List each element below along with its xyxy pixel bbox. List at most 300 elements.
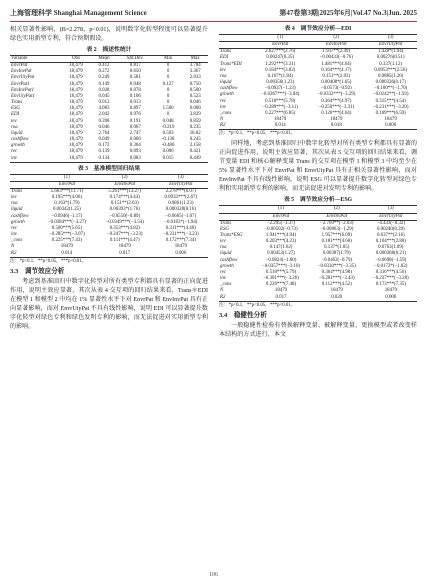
table-cell: 0.226***(7.48) — [265, 282, 297, 288]
table-cell: 0.014 — [38, 251, 96, 258]
table-cell: 0.169***(6.59) — [375, 110, 406, 116]
table-cell: −0.237***(−3.28) — [372, 276, 409, 282]
table-cell: 0.195***(4.06) — [51, 195, 82, 201]
row-label: EDI — [11, 112, 20, 118]
row-label: liquid — [11, 130, 23, 136]
row-label: inv — [10, 156, 61, 163]
table-cell: 2.627***(2.76) — [265, 49, 296, 55]
column-header — [219, 42, 252, 49]
table-cell: −0.0946(−1.17) — [51, 213, 83, 219]
table-cell: 0.083 — [117, 156, 154, 163]
row-label: rec — [220, 269, 227, 275]
table-cell: 0.0861(1.23) — [168, 201, 194, 207]
table-row — [10, 188, 208, 195]
row-label: EnvrUtyPat — [11, 75, 35, 81]
table-cell: 0.104***(2.80) — [375, 239, 406, 245]
row-label: cashflow — [220, 257, 238, 263]
table-cell: 1.292***(3.31) — [265, 61, 296, 67]
table-cell: 1.428*(1.94) — [378, 49, 404, 55]
row-label: inv — [11, 232, 17, 238]
table-cell: 0 — [166, 87, 170, 93]
table-cell: −0.231***(−3.23) — [162, 232, 199, 238]
table-cell: 0.00240(0.39) — [376, 226, 405, 232]
row-label: R2 — [219, 295, 253, 302]
row-label: EnvrPat — [11, 63, 28, 69]
table-cell: −0.0357***(−3.10) — [261, 263, 301, 269]
table-cell: 0.137*(1.85) — [324, 245, 350, 251]
table-cell: 18,479 — [69, 118, 83, 124]
row-label: N — [220, 117, 224, 123]
table5-caption: 表 5 调节效应分析—ESG — [283, 197, 353, 204]
table-row — [10, 63, 208, 70]
table-cell: 3.784 — [189, 63, 201, 69]
table-cell: 0 — [166, 112, 170, 118]
table4-caption: 表 4 调节效应分析—EDI — [284, 26, 352, 32]
table-cell: 18479 — [330, 117, 343, 123]
table-cell: 0.412 — [98, 63, 110, 69]
row-label: _cons — [220, 110, 232, 116]
table-cell: 0.174***(4.43) — [109, 195, 140, 201]
table-cell: 0.364 — [129, 143, 141, 149]
row-label: Trans — [220, 49, 232, 55]
row-label: Trans — [11, 100, 23, 106]
table-row — [10, 251, 208, 258]
table-cell: 0.225***(7.43) — [51, 238, 82, 244]
table-cell: 0.048 — [162, 118, 174, 124]
table-cell: 0 — [166, 100, 170, 106]
table-cell: 0.421 — [189, 149, 201, 155]
table-cell: 4.083 — [98, 106, 110, 112]
row-label: lev — [220, 67, 226, 73]
row-label: R2 — [10, 251, 38, 258]
table-cell: 0.126***(4.64) — [321, 110, 352, 116]
table-cell: 0.398 — [98, 118, 110, 124]
table-cell: 3.829 — [189, 112, 201, 118]
table-cell: 0.006 — [154, 251, 208, 258]
row-label: roa — [11, 124, 18, 130]
table-cell: 0.048 — [129, 81, 141, 87]
table-cell: 18479 — [118, 244, 131, 250]
baseline-regression-table — [10, 174, 208, 258]
column-header: Variable — [10, 56, 61, 63]
row-label: _cons — [220, 282, 232, 288]
table-cell: −0.0330***(−3.35) — [317, 263, 356, 269]
table-cell: 18,479 — [69, 93, 83, 99]
table-cell: 0.078 — [129, 87, 141, 93]
table-cell: −0.301***(−3.26) — [263, 276, 299, 282]
table-cell: 0.106 — [129, 93, 141, 99]
column-header: EnvInvPat — [309, 213, 365, 220]
row-label: cashflow — [11, 137, 29, 143]
table-cell: −0.0937(−1.23) — [264, 86, 296, 92]
column-header — [10, 181, 38, 188]
table-cell: 0.127 — [162, 81, 174, 87]
table-cell: 0.000328(0.16) — [165, 207, 196, 213]
table-cell: 0.272 — [98, 69, 110, 75]
table-cell: 0.500 — [189, 87, 201, 93]
row-label: liquid — [220, 80, 232, 86]
column-header: EnvrUtyPat — [364, 42, 417, 49]
table-cell: 0.245 — [189, 137, 201, 143]
row-label: rec — [11, 149, 18, 155]
model-number-header: (1) — [252, 35, 308, 42]
table-cell: 0.00342(1.25) — [53, 207, 81, 213]
table-cell: −2.295(−1.37) — [266, 220, 296, 226]
model-number-header: (3) — [365, 206, 417, 213]
table-cell: 0.015 — [154, 156, 183, 163]
table-cell: 0.00276(0.51) — [376, 55, 405, 61]
table-cell: 2.747 — [129, 130, 141, 136]
table-cell: 0.00247(0.35) — [266, 55, 295, 61]
table-row — [219, 49, 417, 56]
table-cell: −0.0367***(−3.04) — [261, 92, 300, 98]
table-cell: −0.0573(−0.92) — [320, 86, 352, 92]
table-cell: 0.018 — [308, 123, 364, 130]
table-cell: 0.172***(7.34) — [165, 238, 196, 244]
table-cell: 2.764 — [98, 130, 110, 136]
row-label: lev — [220, 239, 226, 245]
table-cell: 0.013 — [98, 100, 110, 106]
table-cell: 0.203***(4.23) — [265, 239, 297, 245]
table-cell: −4.433(−0.32) — [376, 220, 405, 226]
section-3-4-paragraph: 一般稳健性检验有替换解释变量、被解释变量、更换模型或者改变样本结构的方式进行，本文 — [219, 322, 417, 338]
esg-moderation-table — [219, 205, 417, 301]
table-cell: 0.0885(1.26) — [378, 73, 404, 79]
table3-note: 注：*p<0.1，**p<0.05，***p<0.01。 — [10, 258, 87, 264]
table-row — [10, 156, 208, 163]
table-cell: 0.0763(1.09) — [378, 245, 404, 251]
table-cell: 18479 — [174, 244, 187, 250]
row-label: N — [220, 288, 224, 294]
table-cell: 0.817 — [129, 63, 141, 69]
table-cell: −0.0665(−1.07) — [165, 213, 197, 219]
column-header: EnvrPat — [253, 213, 309, 220]
table-cell: 0.311***(4.40) — [165, 225, 196, 231]
table-cell: 1.937**(2.49) — [322, 49, 351, 55]
table-cell: 0.006 — [365, 295, 417, 302]
table-cell: 0 — [166, 93, 170, 99]
table-cell: 0.112***(4.52) — [321, 282, 352, 288]
table-cell: 0.172 — [98, 143, 110, 149]
table-cell: 18,479 — [69, 63, 83, 69]
table-cell: 18479 — [60, 244, 73, 250]
table-cell: 0.028 — [98, 87, 110, 93]
table-cell: 18,479 — [69, 106, 83, 112]
table-cell: 0.500***(5.65) — [51, 225, 82, 231]
table-cell: 0.316***(4.56) — [375, 269, 406, 275]
column-header: Obs — [61, 56, 91, 63]
table-cell: 0.364***(4.97) — [321, 98, 352, 104]
model-number-header: (3) — [364, 35, 417, 42]
column-header: EnvInvPat — [96, 181, 154, 188]
group-header-blank — [10, 174, 38, 181]
table-cell: 0.017 — [96, 251, 154, 258]
table-cell: 0.235 — [189, 124, 201, 130]
table3-caption: 表 3 基准模型回归结果 — [77, 165, 141, 172]
table-cell: 0 — [166, 63, 170, 69]
column-header: Mean — [91, 56, 117, 63]
table-cell: 6.000 — [189, 106, 201, 112]
table-cell: −0.0183*(−1.94) — [164, 219, 198, 225]
table-cell: 0.191 — [129, 118, 141, 124]
model-number-header: (1) — [38, 174, 96, 181]
row-label: R2 — [219, 123, 252, 130]
page-number: 106 — [209, 572, 218, 578]
descriptive-stats-table — [10, 55, 208, 163]
row-label: roa — [11, 201, 18, 207]
table-cell: 0.006 — [364, 123, 417, 130]
group-header-blank — [219, 206, 253, 213]
table-cell: 0.449 — [182, 156, 208, 163]
table-cell: −0.0550(−0.89) — [109, 213, 141, 219]
section-3-4-heading: 3.4 稳健性分析 — [219, 311, 267, 319]
model-number-header: (3) — [154, 174, 208, 181]
table-cell: 0.518***(5.79) — [265, 269, 297, 275]
table-cell: 2.042 — [98, 112, 110, 118]
column-header: EnvInvPat — [308, 42, 364, 49]
column-header: Min — [154, 56, 183, 63]
table-cell: 0.046 — [189, 100, 201, 106]
row-label: N — [11, 244, 15, 250]
issue-info: 第47卷第3期|2025年6月|Vol.47 No.3|Jun. 2025 — [279, 9, 417, 17]
table-cell: 0.151**(2.03) — [110, 201, 139, 207]
table-cell: 0.013 — [129, 100, 141, 106]
model-number-header: (2) — [309, 206, 365, 213]
edi-moderation-table — [219, 34, 417, 130]
row-label: inv — [220, 104, 226, 110]
row-label: Trans — [220, 220, 232, 226]
table-cell: 18,479 — [69, 75, 83, 81]
row-label: EnvrPat1 — [11, 81, 30, 87]
table-cell: −0.231***(−3.20) — [372, 104, 409, 110]
table-cell: 18,479 — [69, 124, 83, 130]
table-cell: -0.138 — [161, 137, 175, 143]
row-label: EDI — [220, 55, 229, 61]
model-number-header: (1) — [253, 206, 309, 213]
table-cell: −0.0242**(−1.93) — [372, 92, 409, 98]
table-cell: 18479 — [274, 288, 288, 294]
table-cell: 0.014 — [252, 123, 308, 130]
table-cell: −2.769**(−2.03) — [320, 220, 354, 226]
table-cell: 0.149 — [98, 81, 110, 87]
table-cell: 0.0953***(2.56) — [374, 67, 407, 73]
row-label: growth — [11, 219, 25, 225]
table-cell: 18,479 — [69, 149, 83, 155]
table-cell: 5.663***(11.71) — [50, 188, 84, 194]
row-label: lev — [11, 118, 17, 124]
table-cell: 0.227***(6.85) — [265, 110, 296, 116]
table-cell: 0.067 — [129, 124, 141, 130]
left-column — [10, 26, 208, 332]
table-cell: −0.285***(−3.07) — [49, 232, 85, 238]
table-cell: −0.0384***(−3.27) — [47, 219, 86, 225]
table-cell: 1.500 — [162, 106, 174, 112]
row-label: cashflow — [11, 213, 29, 219]
table-cell: −0.100**(−1.70) — [374, 86, 408, 92]
table-cell: 18,479 — [69, 100, 83, 106]
table-cell: 0.000336(0.17) — [375, 80, 406, 86]
running-header — [10, 8, 417, 20]
row-label: growth — [220, 263, 234, 269]
table-cell: 0.581 — [129, 75, 141, 81]
table-cell: 0.173***(7.35) — [375, 282, 406, 288]
column-header: EnvrPat — [252, 42, 308, 49]
table-cell: 0.637**(2.16) — [376, 232, 405, 238]
column-header: EnvrPat — [38, 181, 96, 188]
table-cell: −0.00433(−0.76) — [319, 55, 353, 61]
table-row — [219, 295, 417, 302]
table-cell: −0.0349***(−3.54) — [105, 219, 144, 225]
row-label: EnvInvPat1 — [11, 87, 35, 93]
table-cell: 0.184***(3.82) — [265, 67, 296, 73]
table-cell: 0.00453(1.27) — [267, 251, 295, 257]
table-row — [219, 220, 417, 227]
row-label: lev — [11, 195, 17, 201]
table-cell: 0.249 — [98, 75, 110, 81]
journal-name: 上海管理科学 Shanghai Management Science — [10, 9, 147, 17]
table-cell: 0.315***(4.54) — [375, 98, 406, 104]
table-cell: 18479 — [274, 117, 287, 123]
table-cell: 0.147(1.62) — [269, 245, 293, 251]
table-cell: 1.957***(6.09) — [321, 232, 352, 238]
table-cell: 3.367 — [189, 69, 201, 75]
table-cell: −0.0332***(−3.29) — [317, 92, 356, 98]
column-header: Max — [182, 56, 208, 63]
table-cell: 0.650 — [129, 69, 141, 75]
table-cell: 0.00408*(1.65) — [321, 80, 352, 86]
table-cell: 18.82 — [189, 130, 201, 136]
table-cell: 0.337(1.12) — [379, 61, 403, 67]
column-header: Std.Dev. — [117, 56, 154, 63]
table-cell: 18,479 — [69, 81, 83, 87]
row-label: liquid — [220, 251, 232, 257]
table-cell: 1.941***(4.94) — [265, 232, 297, 238]
table-cell: 18,479 — [69, 87, 83, 93]
table-cell: 0.364***(4.98) — [321, 269, 352, 275]
table-cell: 0.181***(4.60) — [321, 239, 352, 245]
table-cell: 0.093 — [129, 149, 141, 155]
table-cell: 0 — [166, 75, 170, 81]
row-label: Trans*EDI — [220, 61, 242, 67]
table-cell: 1.481***(4.64) — [321, 61, 352, 67]
section-3-3-heading: 3.3 调节效应分析 — [10, 267, 65, 275]
table-cell: −0.00863(−1.29) — [320, 226, 354, 232]
table-cell: 0.976 — [129, 112, 141, 118]
table-cell: 0.00393*(1.76) — [109, 207, 140, 213]
table-cell: 0.045 — [98, 93, 110, 99]
table-cell: 18,479 — [61, 156, 91, 163]
table4-note: 注：*p<0.1，**p<0.05，***p<0.01。 — [219, 131, 296, 137]
table-cell: 18,479 — [69, 130, 83, 136]
table-cell: 0.00356(1.23) — [266, 80, 295, 86]
row-label: rec — [11, 225, 18, 231]
table-cell: 2.278***(6.07) — [165, 188, 196, 194]
row-label: _cons — [11, 238, 23, 244]
moderation-paragraph: 同样地，考虑到基准回归中数字化转型对所有类型专利都具有显著的正向促进作用，说明主效应显著，其次从表 5 交互项的回归结果来看，调节变量 EDI 和核心解释变量 Trans 的交互项在模型 1 和模型 3 中均至少在 5% 显著性水平下对 EnvrPat 和 EnvrUtyPat 具有正相关显著性影响，而对 EnvInvPat 不具有线性影响，说明 ESG 可以显著提升数字化转型对绿色专利和实用新型专利的影响，而无法促进对发明专利的影响。 — [219, 141, 417, 193]
table-cell: −0.0698(−1.59) — [375, 257, 407, 263]
row-label: rec — [220, 98, 227, 104]
row-label: Trans — [11, 188, 23, 194]
table-cell: 18479 — [330, 288, 343, 294]
table-cell: −0.289***(−3.11) — [262, 104, 298, 110]
column-header: EnvrUtyPat — [154, 181, 208, 188]
table-cell: 18479 — [384, 117, 397, 123]
table-cell: -0.219 — [161, 124, 175, 130]
table-cell: 0.017 — [253, 295, 309, 302]
column-header — [219, 213, 253, 220]
section-3-3-paragraph: 考虑到基准回归中数字化转型对所有类型专利都具有显著的正向促进作用，说明主效应显著，其次从表 4 交互项的回归结果来看，Trans＊EDI 在模型 1 和模型 2 中均在 1% 显著性水平下对 EnvrPat 和 EnvInvPat 具有正向显著影响，而对 EnvrUtyPat 不具有线性影响，说明 EDI 可以显著提升数字化转型对绿色专利和绿色发明专利的影响，而无法促进对实用新型专利的影响。 — [10, 278, 208, 330]
table-cell: 0 — [166, 69, 170, 75]
table-cell: 18479 — [384, 288, 397, 294]
table-row — [219, 123, 417, 130]
table-cell: 18,479 — [69, 143, 83, 149]
intro-paragraph: 相关显著性影响，(B=2.278，p<0.01)，说明数字化转型程度可以显著提升绿色实用新型专利，符合预期假设。 — [10, 27, 208, 42]
table-cell: 0.134 — [91, 156, 117, 163]
column-header: EnvrUtyPat — [365, 213, 417, 220]
header-rule — [10, 21, 417, 22]
table-cell: 0.164***(4.17) — [321, 67, 352, 73]
table-cell: 0.503 — [162, 130, 174, 136]
table-cell: 2.158 — [189, 143, 201, 149]
row-label: ESG — [220, 226, 229, 232]
table-cell: 0.000368(0.21) — [375, 251, 406, 257]
table-cell: 0.897 — [129, 106, 141, 112]
row-label: liquid — [11, 207, 23, 213]
table-cell: 0.518***(5.78) — [265, 98, 296, 104]
row-label: growth — [220, 92, 234, 98]
table-cell: −0.0824(−1.00) — [265, 257, 297, 263]
row-label: EnvInvPat — [11, 69, 32, 75]
model-number-header: (2) — [308, 35, 364, 42]
table-cell: 18,479 — [69, 137, 83, 143]
table-cell: −0.0462(−0.79) — [321, 257, 353, 263]
table-cell: 0.167*(1.84) — [267, 73, 293, 79]
table-cell: 18,479 — [69, 69, 83, 75]
table-cell: −0.00502(−0.73) — [264, 226, 298, 232]
table-cell: 18,479 — [69, 112, 83, 118]
row-label: cashflow — [220, 86, 238, 92]
table-cell: 0.020 — [309, 295, 365, 302]
row-label: growth — [11, 143, 25, 149]
table-cell: 0.353***(4.82) — [109, 225, 140, 231]
table-cell: 0.139 — [98, 149, 110, 155]
table-cell: 0.049 — [98, 137, 110, 143]
table-cell: 2.833 — [189, 75, 201, 81]
table5-note: 注：*p<0.1，**p<0.05，***p<0.01。 — [219, 302, 296, 308]
table-cell: 0.0933***(2.67) — [164, 195, 198, 201]
table2-caption: 表 2 描述性统计 — [86, 47, 132, 53]
table-cell: 0.151**(2.03) — [322, 73, 351, 79]
table-cell: 0.000 — [162, 149, 174, 155]
row-label: roa — [220, 245, 227, 251]
table-cell: 0.523 — [189, 93, 201, 99]
table-cell: −0.250***(−3.31) — [318, 104, 355, 110]
table-cell: 0.111***(4.47) — [109, 238, 140, 244]
row-label: ESG — [11, 106, 20, 112]
table-cell: −0.0172*(−1.82) — [374, 263, 408, 269]
table-cell: 0.00387(1.79) — [322, 251, 351, 257]
table-cell: 0.066 — [129, 137, 141, 143]
table-cell: 0.750 — [189, 81, 201, 87]
row-label: Trans*ESG — [220, 232, 243, 238]
table-cell: −0.247***(−3.23) — [106, 232, 143, 238]
table-cell: -0.480 — [161, 143, 175, 149]
model-number-header: (2) — [96, 174, 154, 181]
table-cell: 5.261***(13.27) — [108, 188, 142, 194]
row-label: EnvUtyPat1 — [11, 93, 35, 99]
table-cell: −0.261***(−3.43) — [318, 276, 355, 282]
row-label: roa — [220, 73, 227, 79]
